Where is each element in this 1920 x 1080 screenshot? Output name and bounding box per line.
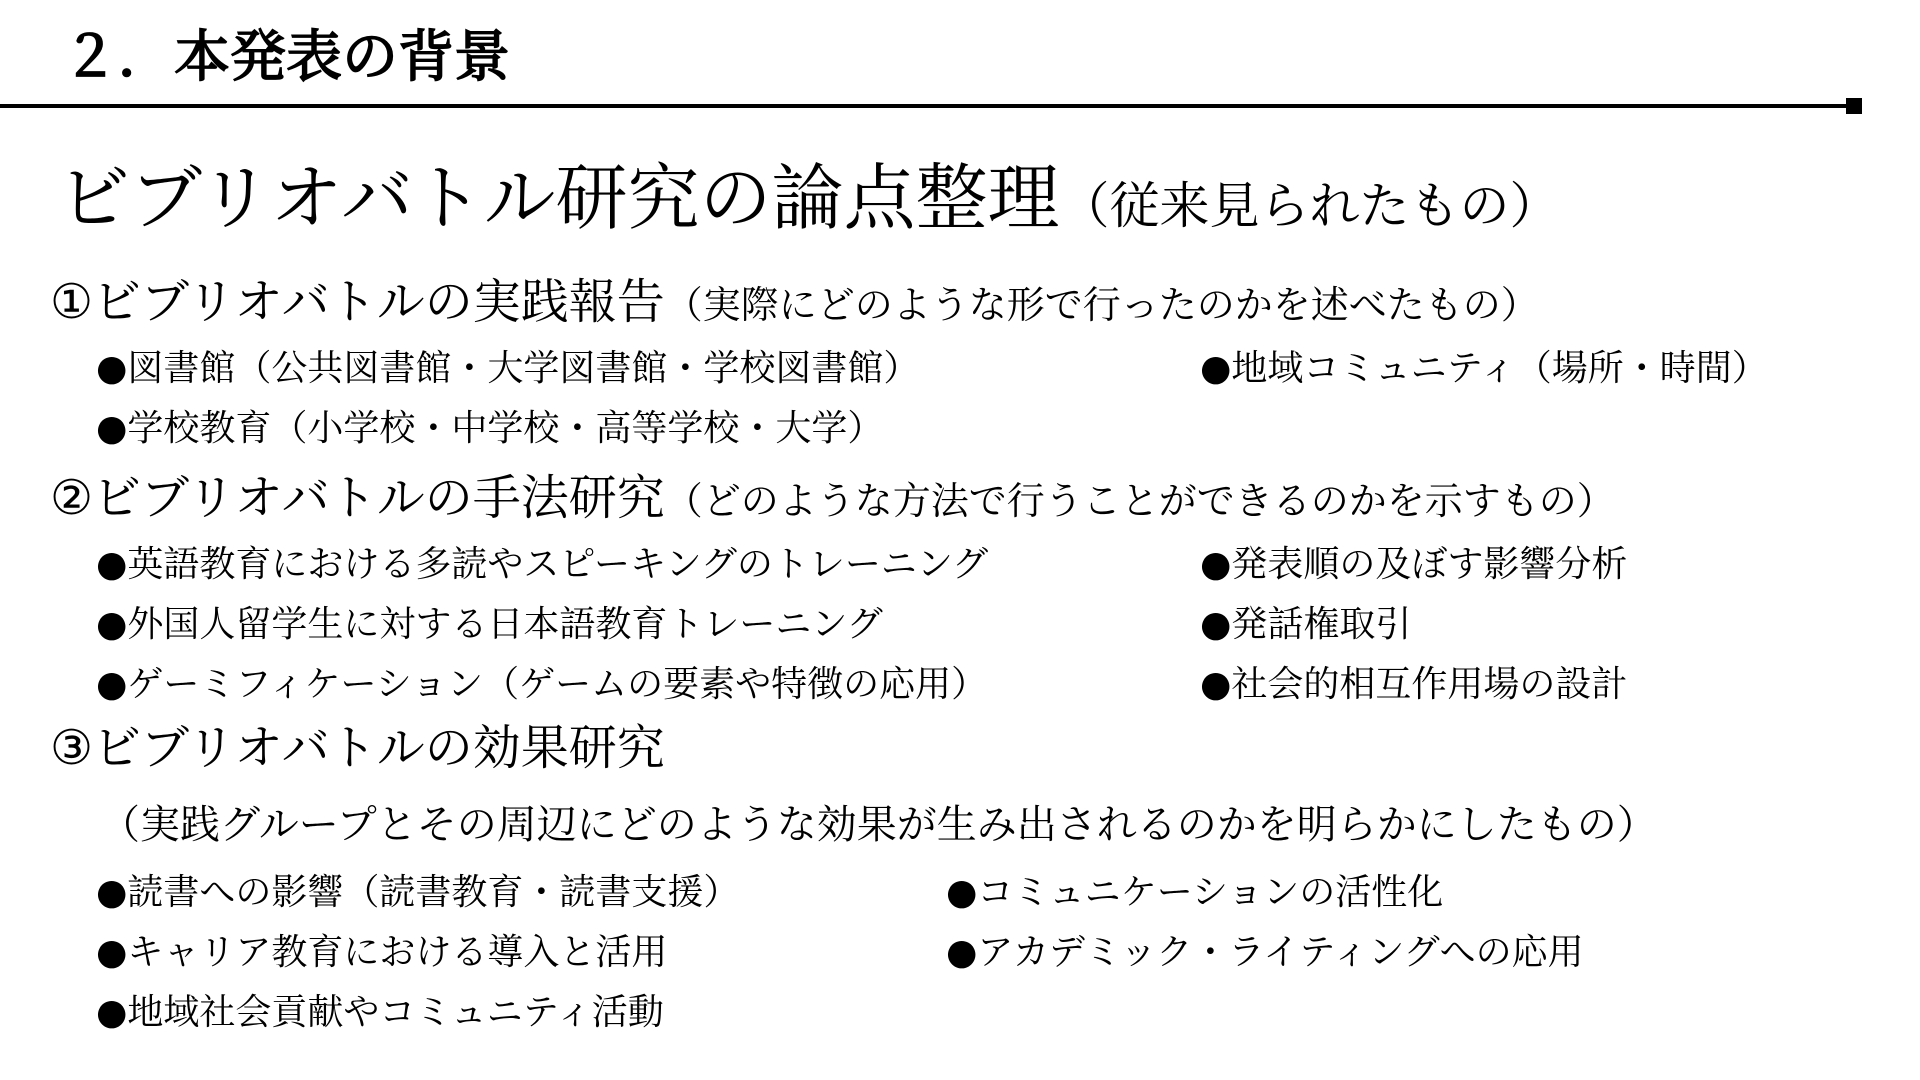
section-heading-effect-research [50,716,665,780]
section-heading-text: ②ビブリオバトルの手法研究 [50,470,665,526]
divider-end-marker [1846,98,1862,114]
bullet-item: ●外国人留学生に対する日本語教育トレーニング [96,604,883,645]
main-heading [58,150,1560,254]
bullet-item: ●発表順の及ぼす影響分析 [1200,544,1628,585]
section-heading-note: （実践グループとその周辺にどのような効果が生み出されるのかを明らかにしたもの） [100,802,1657,848]
section-heading-note: （どのような方法で行うことができるのかを示すもの） [664,479,1615,523]
bullet-item: ●地域社会貢献やコミュニティ活動 [96,992,664,1033]
bullet-item: ●コミュニケーションの活性化 [946,872,1444,913]
section-heading-practice-reports [50,270,1539,337]
bullet-item: ●地域コミュニティ（場所・時間） [1200,348,1768,389]
section-heading-text: ③ビブリオバトルの効果研究 [50,720,665,776]
bullet-item: ●英語教育における多読やスピーキングのトレーニング [96,544,989,585]
main-heading-note: （従来見られたもの） [1059,177,1560,235]
bullet-item: ●読書への影響（読書教育・読書支援） [96,872,740,913]
bullet-item: ●学校教育（小学校・中学校・高等学校・大学） [96,408,884,449]
bullet-item: ●ゲーミフィケーション（ゲームの要素や特徴の応用） [96,664,988,705]
bullet-item: ●発話権取引 [1200,604,1412,645]
section-heading-note: （実際にどのような形で行ったのかを述べたもの） [664,283,1539,327]
bullet-item: ●キャリア教育における導入と活用 [96,932,668,973]
bullet-item: ●図書館（公共図書館・大学図書館・学校図書館） [96,348,920,389]
main-heading-text: ビブリオバトル研究の論点整理 [58,156,1060,240]
section-heading-text: ①ビブリオバトルの実践報告 [50,274,665,330]
section-title: ２．本発表の背景 [62,25,510,90]
bullet-item: ●社会的相互作用場の設計 [1200,664,1628,705]
section-heading-method-research [50,466,1615,533]
bullet-item: ●アカデミック・ライティングへの応用 [946,932,1584,973]
title-divider [0,104,1860,108]
